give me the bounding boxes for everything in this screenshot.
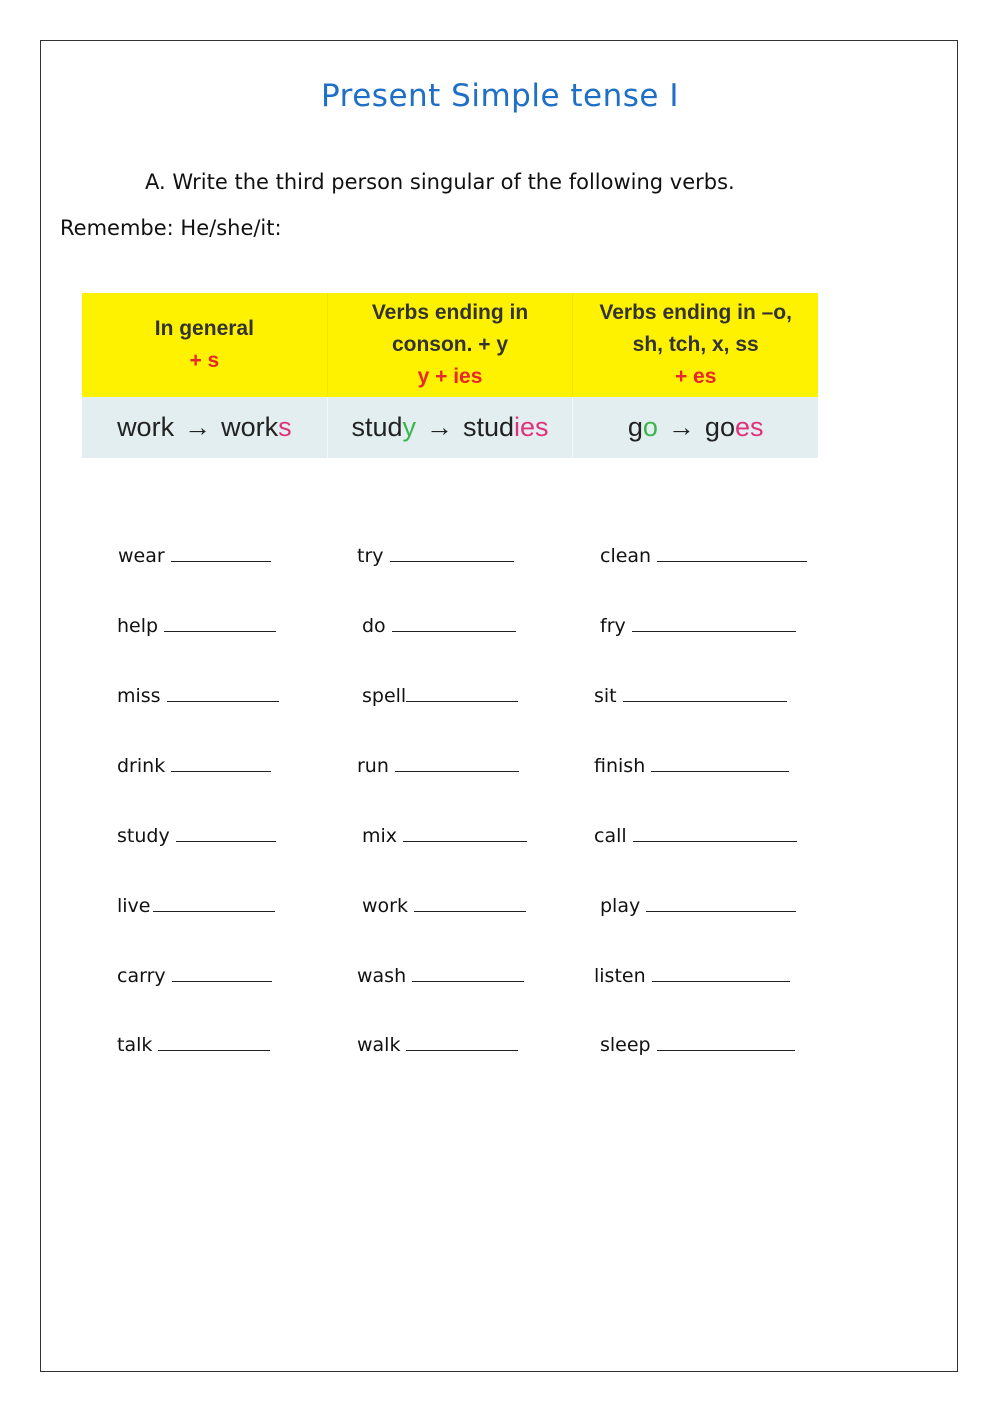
example-base-stem: g [627, 412, 643, 442]
verb-label: wash [357, 965, 407, 987]
answer-blank[interactable] [406, 1030, 518, 1051]
answer-blank[interactable] [657, 541, 807, 562]
answer-blank[interactable] [164, 611, 276, 632]
exercise-item [594, 821, 797, 847]
instruction-text: A. Write the third person singular of the following verbs. [145, 170, 735, 194]
exercise-item [362, 611, 516, 637]
exercise-item [357, 961, 524, 987]
exercise-item [117, 1030, 270, 1056]
rule-header-text: sh, tch, x, ss [632, 333, 759, 356]
exercise-item [357, 751, 519, 777]
verb-label: talk [117, 1034, 153, 1056]
verb-label: work [362, 895, 408, 917]
answer-blank[interactable] [158, 1030, 270, 1051]
rules-header-row [82, 293, 818, 397]
verb-label: mix [362, 825, 398, 847]
verb-label: carry [117, 965, 166, 987]
answer-blank[interactable] [657, 1030, 795, 1051]
verb-label: call [594, 825, 627, 847]
rule-header-text: Verbs ending in –o, [599, 301, 792, 324]
exercise-item [362, 891, 526, 917]
exercise-item [600, 1030, 795, 1056]
remember-text: Remembe: He/she/it: [60, 216, 282, 240]
answer-blank[interactable] [172, 961, 272, 982]
example-go [572, 397, 818, 458]
rule-header-text: Verbs ending in [371, 301, 529, 324]
example-work [82, 397, 327, 458]
answer-blank[interactable] [390, 541, 514, 562]
answer-blank[interactable] [176, 821, 276, 842]
page-title: Present Simple tense I [321, 78, 679, 114]
verb-label: sit [594, 685, 617, 707]
verb-label: try [357, 545, 384, 567]
answer-blank[interactable] [652, 961, 790, 982]
answer-blank[interactable] [403, 821, 527, 842]
example-base: work [117, 412, 175, 442]
verb-label: fry [600, 615, 626, 637]
verb-label: study [117, 825, 170, 847]
verb-label: play [600, 895, 641, 917]
verb-label: listen [594, 965, 646, 987]
exercise-item [362, 681, 518, 707]
verb-label: spell [362, 685, 407, 707]
answer-blank[interactable] [392, 611, 516, 632]
rule-suffix: + es [674, 365, 717, 388]
rule-suffix: y + ies [417, 365, 483, 388]
example-study [327, 397, 573, 458]
answer-blank[interactable] [395, 751, 519, 772]
rule-suffix: + s [189, 349, 220, 372]
arrow-icon: → [667, 412, 695, 442]
rules-table [82, 293, 818, 458]
rules-example-row [82, 397, 818, 458]
answer-blank[interactable] [651, 751, 789, 772]
example-base-ending: o [642, 412, 658, 442]
exercise-item [118, 541, 271, 567]
exercise-item [600, 891, 796, 917]
example-result-suffix: s [278, 412, 292, 442]
exercise-item [117, 891, 275, 917]
exercise-item [600, 611, 796, 637]
answer-blank[interactable] [153, 891, 275, 912]
answer-blank[interactable] [406, 681, 518, 702]
verb-label: sleep [600, 1034, 651, 1056]
answer-blank[interactable] [171, 751, 271, 772]
exercise-item [117, 681, 279, 707]
verb-label: clean [600, 545, 652, 567]
answer-blank[interactable] [412, 961, 524, 982]
rule-header-text: conson. + y [391, 333, 509, 356]
example-result-suffix: es [734, 412, 764, 442]
verb-label: live [117, 895, 151, 917]
rule-header-es [572, 293, 818, 397]
verb-label: walk [357, 1034, 401, 1056]
exercise-item [357, 541, 514, 567]
example-result-stem: work [221, 412, 279, 442]
example-base-stem: stud [351, 412, 403, 442]
rule-header-text: In general [154, 317, 254, 340]
example-base-ending: y [402, 412, 416, 442]
verb-label: miss [117, 685, 161, 707]
verb-label: run [357, 755, 389, 777]
exercise-item [117, 961, 272, 987]
exercise-item [594, 751, 789, 777]
example-result-stem: go [704, 412, 735, 442]
example-result-stem: stud [463, 412, 515, 442]
answer-blank[interactable] [632, 611, 796, 632]
answer-blank[interactable] [167, 681, 279, 702]
verb-label: drink [117, 755, 166, 777]
answer-blank[interactable] [414, 891, 526, 912]
answer-blank[interactable] [646, 891, 796, 912]
exercise-item [600, 541, 807, 567]
exercise-item [594, 681, 787, 707]
rule-header-consonant-y [327, 293, 573, 397]
verb-label: help [117, 615, 159, 637]
exercise-item [594, 961, 790, 987]
exercise-item [117, 821, 276, 847]
verb-label: do [362, 615, 386, 637]
exercise-item [362, 821, 527, 847]
verb-label: finish [594, 755, 646, 777]
arrow-icon: → [426, 412, 453, 442]
answer-blank[interactable] [171, 541, 271, 562]
rule-header-general [82, 293, 327, 397]
verb-label: wear [118, 545, 165, 567]
exercise-item [357, 1030, 518, 1056]
answer-blank[interactable] [633, 821, 797, 842]
exercise-item [117, 611, 276, 637]
example-result-suffix: ies [514, 412, 549, 442]
arrow-icon: → [184, 412, 212, 442]
answer-blank[interactable] [623, 681, 787, 702]
exercise-item [117, 751, 271, 777]
